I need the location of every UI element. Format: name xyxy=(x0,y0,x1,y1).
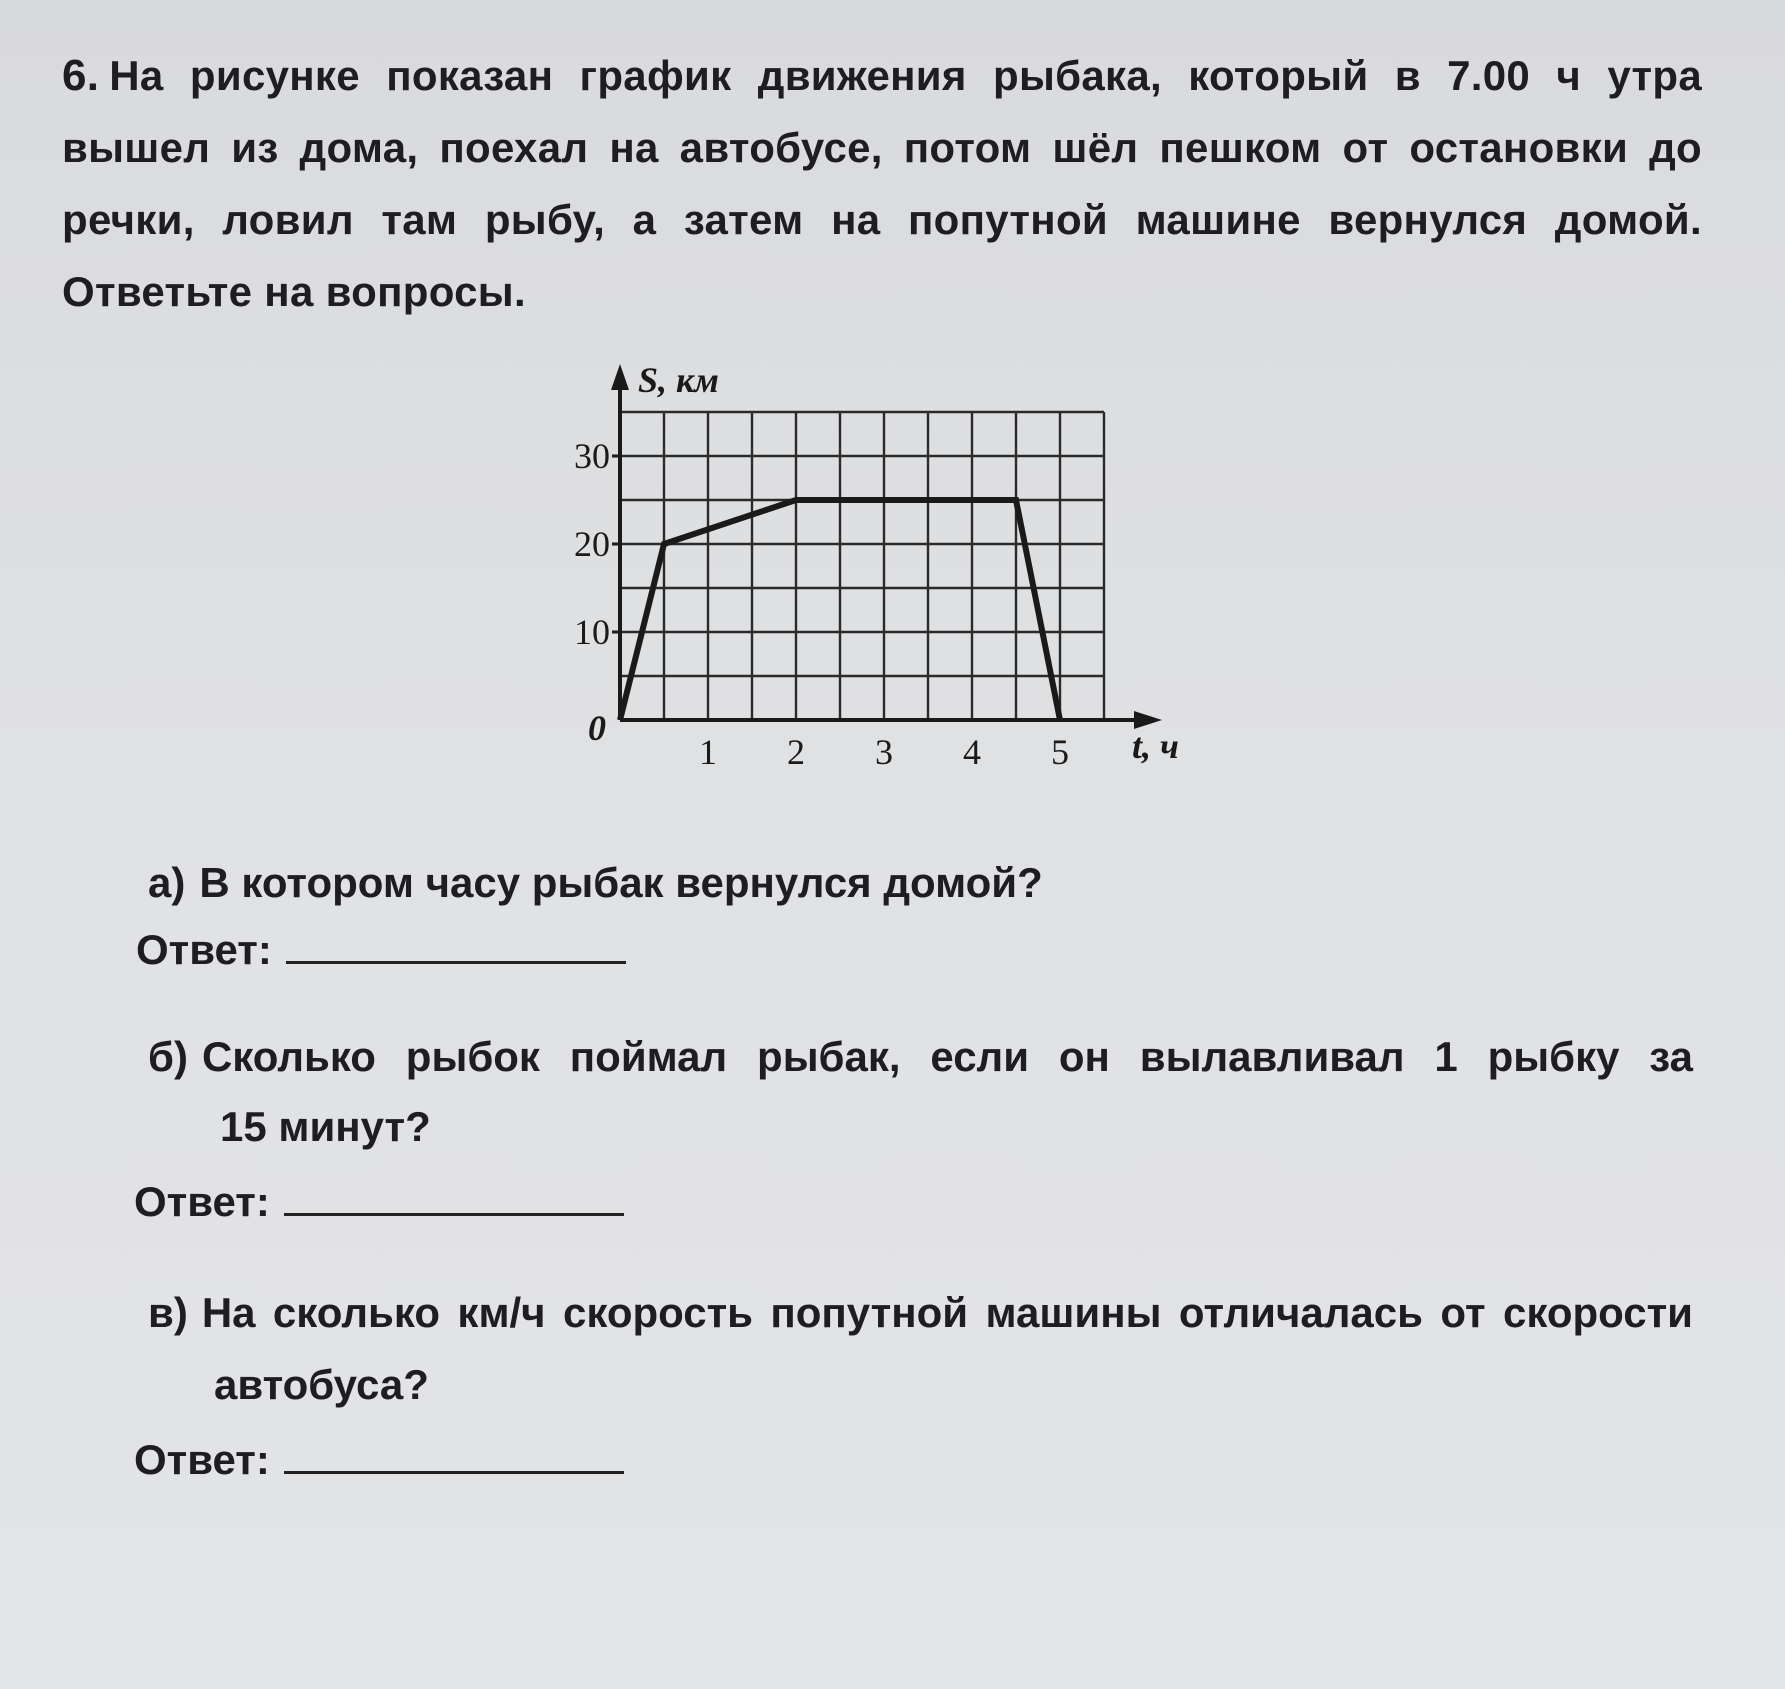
y-tick-label: 30 xyxy=(574,436,610,476)
question-v xyxy=(148,1278,1693,1348)
answer-a-blank[interactable] xyxy=(286,931,626,964)
question-v-line2 xyxy=(214,1350,429,1420)
y-tick-label: 10 xyxy=(574,612,610,652)
answer-b xyxy=(134,1178,624,1226)
x-tick-label: 3 xyxy=(875,732,893,772)
question-a-letter: а) xyxy=(148,859,186,906)
problem-number: 6. xyxy=(62,51,100,100)
y-axis-label: S, км xyxy=(638,360,719,400)
x-tick-label: 5 xyxy=(1051,732,1069,772)
answer-v-blank[interactable] xyxy=(284,1441,624,1474)
answer-a-label: Ответ: xyxy=(136,926,272,973)
question-b-text-line1: Сколько рыбок поймал рыбак, если он вылавливал 1 рыбку за xyxy=(201,1033,1693,1080)
y-axis-arrow xyxy=(611,364,629,390)
question-b-text-line2: 15 минут? xyxy=(220,1103,431,1150)
question-v-text-line1: На сколько км/ч скорость попутной машины отличалась от скорости xyxy=(201,1289,1693,1336)
answer-a xyxy=(136,926,626,974)
question-v-letter: в) xyxy=(148,1289,188,1336)
distance-time-chart xyxy=(540,350,1220,780)
x-axis-label: t, ч xyxy=(1132,726,1179,766)
question-b-letter: б) xyxy=(148,1033,188,1080)
answer-v xyxy=(134,1436,624,1484)
chart-axes xyxy=(611,364,1162,729)
question-b xyxy=(148,1022,1693,1092)
question-b-line2 xyxy=(220,1092,431,1162)
x-tick-label: 4 xyxy=(963,732,981,772)
answer-v-label: Ответ: xyxy=(134,1436,270,1483)
question-a-text: В котором часу рыбак вернулся домой? xyxy=(199,859,1043,906)
problem-text: На рисунке показан график движения рыбака, который в 7.00 ч утра вышел из дома, поехал на автобусе, потом шёл пешком от остановки до речки, ловил там рыбу, а затем на попутной машине вернулся домой. Ответьте на вопросы. xyxy=(62,52,1702,315)
question-v-text-line2: автобуса? xyxy=(214,1361,429,1408)
answer-b-blank[interactable] xyxy=(284,1183,624,1216)
x-tick-label: 1 xyxy=(699,732,717,772)
question-a xyxy=(148,848,1043,918)
x-tick-label: 2 xyxy=(787,732,805,772)
y-tick-label: 20 xyxy=(574,524,610,564)
problem-statement xyxy=(62,40,1702,328)
answer-b-label: Ответ: xyxy=(134,1178,270,1225)
origin-label: 0 xyxy=(588,708,606,748)
